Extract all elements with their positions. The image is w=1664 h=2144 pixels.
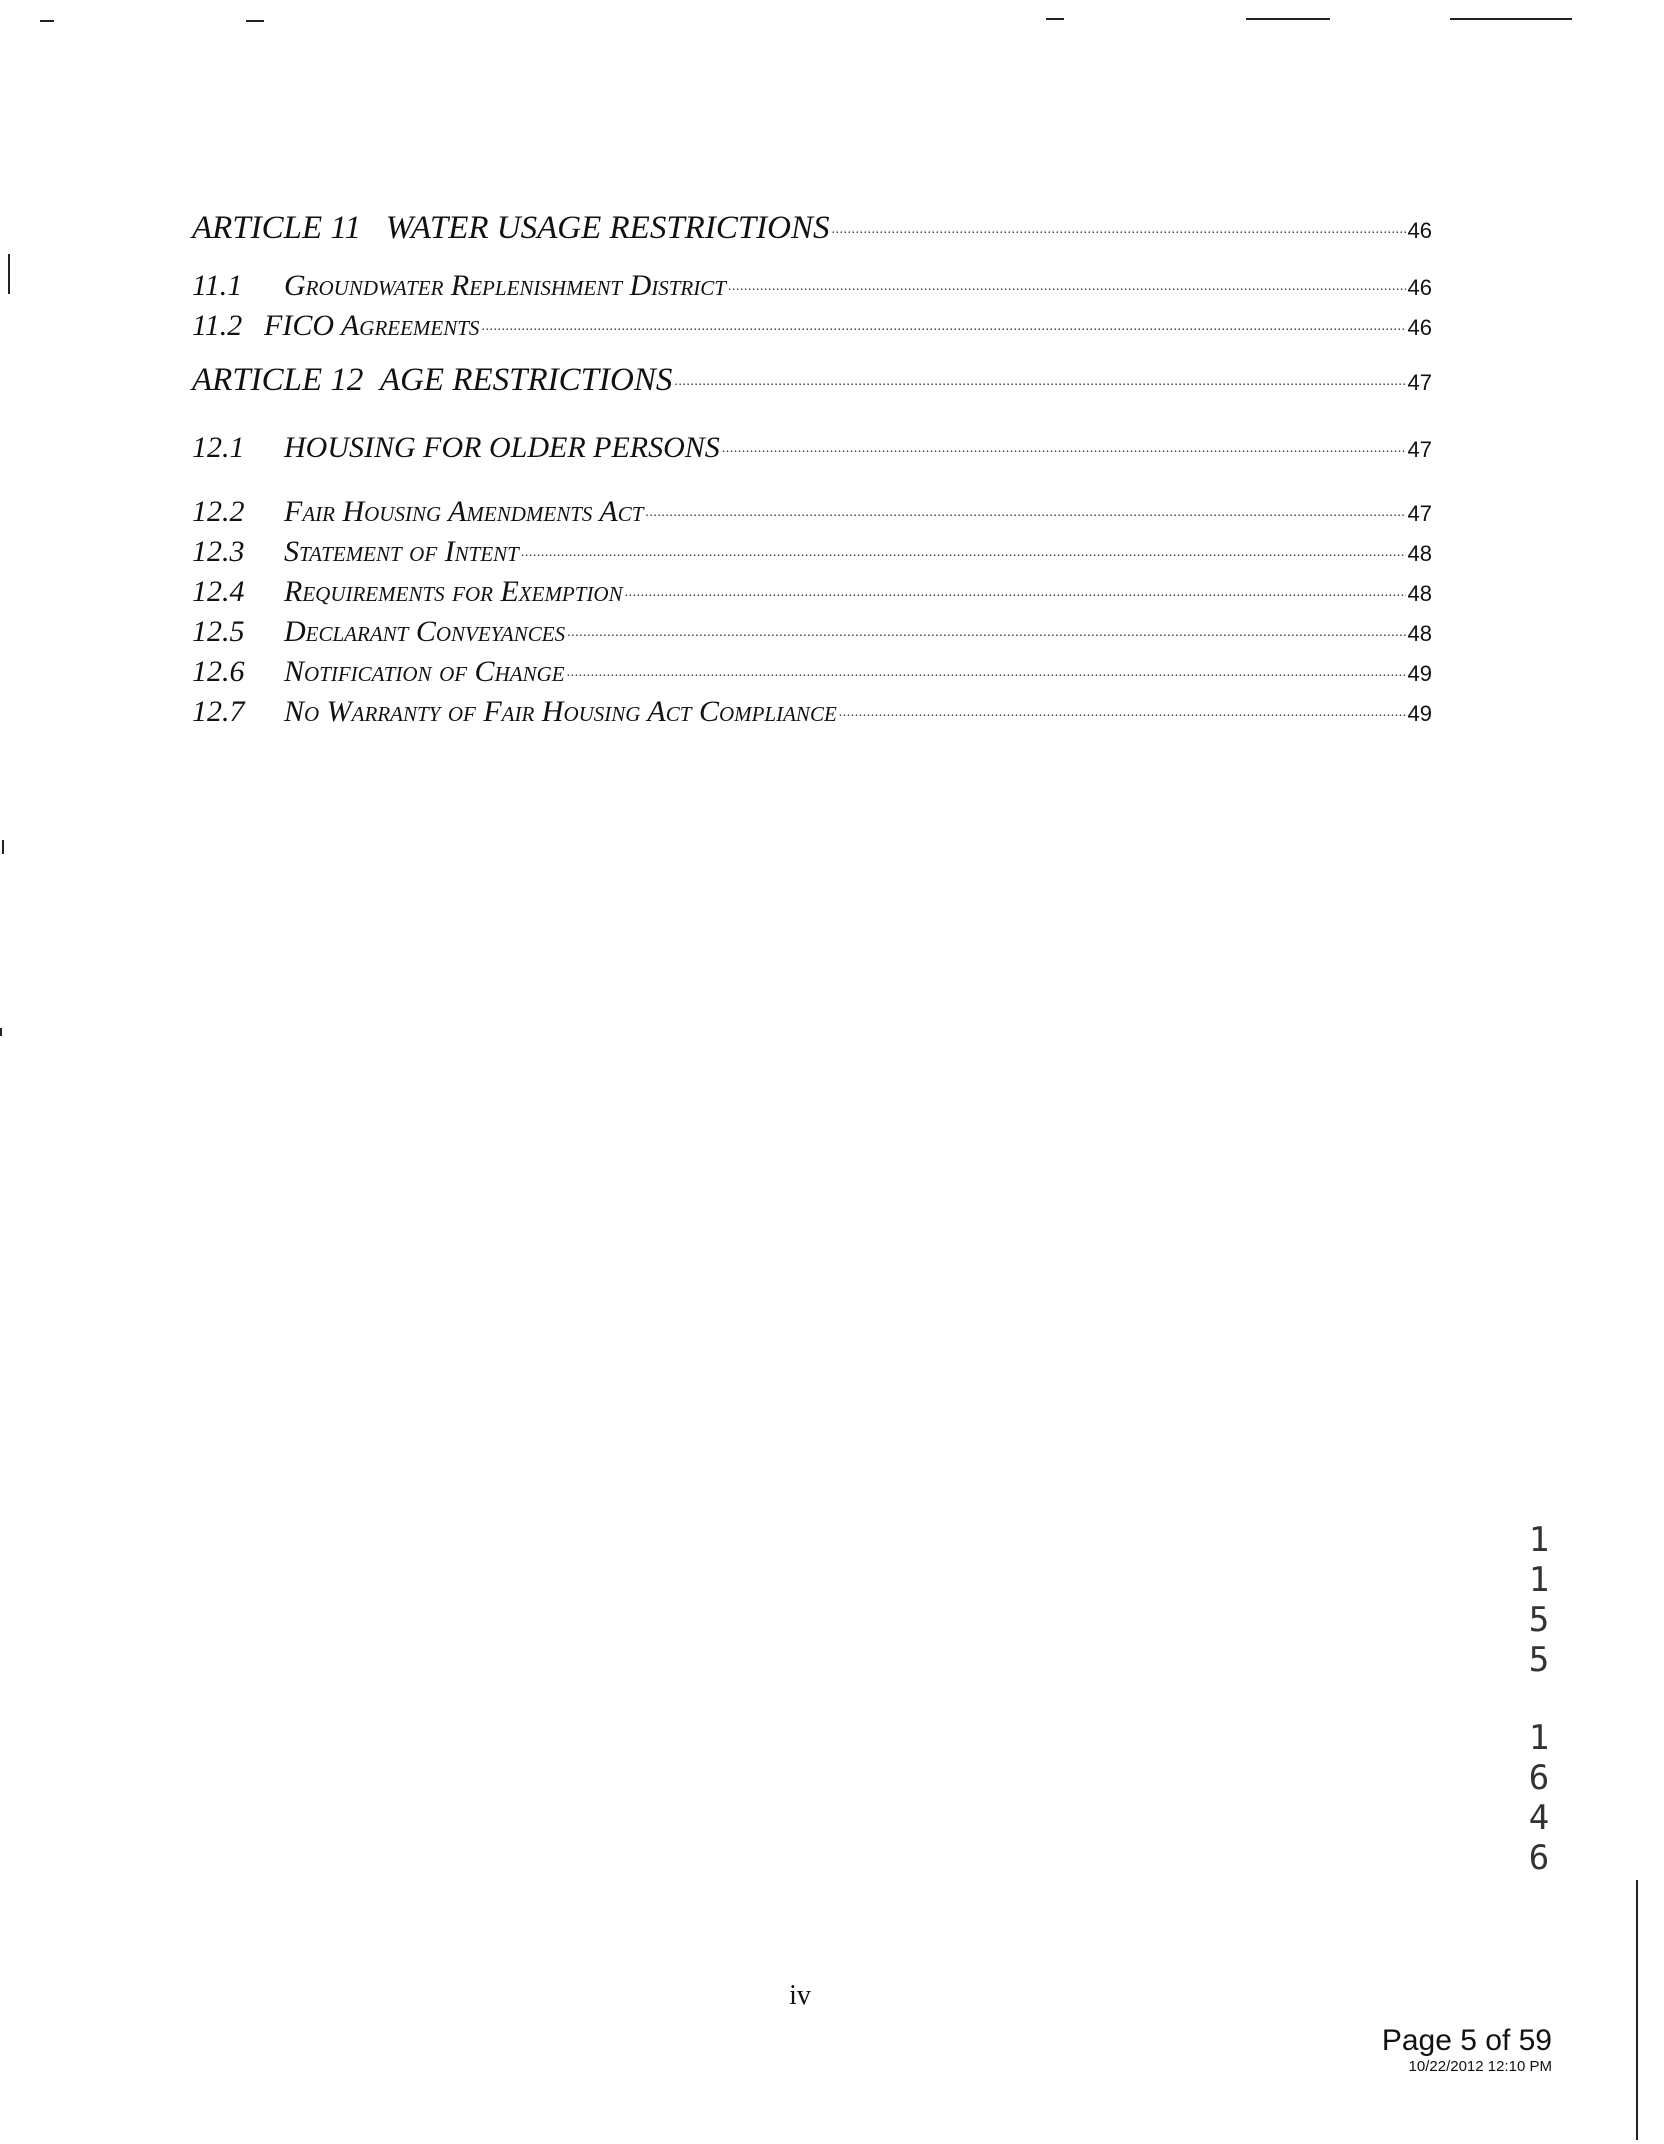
toc-section-11-2[interactable] [192,305,1432,343]
dot-leader [728,265,1406,295]
toc-section-12-3[interactable] [192,531,1432,569]
dot-leader [832,205,1406,238]
scan-mark [1246,18,1330,20]
dot-leader [567,651,1406,681]
toc-section-12-4[interactable] [192,571,1432,609]
toc-section-11-1[interactable] [192,265,1432,303]
toc-page-number: 47 [1407,437,1432,462]
toc-section-number: 12.5 [192,615,245,648]
toc-page-number: 47 [1407,501,1432,526]
toc-section-number: 11.1 [192,269,243,302]
toc-section-number: 12.6 [192,655,245,688]
toc-section-number: 12.7 [192,695,245,728]
toc-section-12-5[interactable] [192,611,1432,649]
toc-section-number: 11.2 [192,309,243,342]
dot-leader [481,305,1405,335]
scan-mark [1450,18,1572,20]
toc-page-number: 48 [1407,581,1432,606]
toc-article-11[interactable] [192,205,1432,247]
toc-page-number: 48 [1407,541,1432,566]
dot-leader [567,611,1405,641]
toc-page-number: 47 [1407,370,1432,395]
dot-leader [521,531,1406,561]
toc-page-number: 48 [1407,621,1432,646]
print-timestamp: 10/22/2012 12:10 PM [1408,2058,1552,2075]
toc-section-title: Declarant Conveyances [284,615,566,648]
toc-page-number: 49 [1407,701,1432,726]
page-of-label: Page 5 of 59 [1381,2024,1552,2057]
recording-book-number: 1155 [1528,1520,1550,1680]
toc-page-number: 49 [1407,661,1432,686]
roman-page-number: iv [789,1980,811,2011]
toc-section-12-2[interactable] [192,491,1432,529]
toc-section-title: HOUSING FOR OLDER PERSONS [284,431,720,464]
toc-section-title: Groundwater Replenishment District [284,269,726,302]
toc-section-title: Fair Housing Amendments Act [284,495,644,528]
dot-leader [625,571,1406,601]
scan-mark [40,20,54,22]
scan-mark [246,20,264,22]
toc-section-title: No Warranty of Fair Housing Act Compliance [284,695,837,728]
scan-mark [2,840,4,854]
toc-article-12[interactable] [192,357,1432,399]
toc-page-number: 46 [1407,315,1432,340]
toc-section-number: 12.4 [192,575,245,608]
scan-mark [8,254,10,294]
scan-mark [1046,18,1064,20]
scan-mark [0,1028,2,1036]
recording-page-number: 1646 [1528,1718,1550,1878]
toc-section-title: Statement of Intent [284,535,519,568]
toc-section-number: 12.2 [192,495,245,528]
toc-article-label: ARTICLE 12 AGE RESTRICTIONS [192,362,673,398]
dot-leader [674,357,1405,390]
toc-page-number: 46 [1407,218,1432,243]
toc-section-title: FICO Agreements [264,309,480,342]
recording-stamp [1524,1520,1554,1878]
toc-section-title: Requirements for Exemption [284,575,623,608]
page-stamp [1382,2024,1552,2075]
scan-mark [1636,1880,1638,2140]
toc-article-label: ARTICLE 11 WATER USAGE RESTRICTIONS [192,210,830,246]
dot-leader [645,491,1405,521]
toc-section-12-1[interactable] [192,427,1432,465]
dot-leader [839,691,1406,721]
toc-section-12-6[interactable] [192,651,1432,689]
toc-section-number: 12.3 [192,535,245,568]
toc-section-12-7[interactable] [192,691,1432,729]
toc-section-title: Notification of Change [284,655,565,688]
dot-leader [722,427,1406,457]
toc-page-number: 46 [1407,275,1432,300]
toc-section-number: 12.1 [192,431,245,464]
